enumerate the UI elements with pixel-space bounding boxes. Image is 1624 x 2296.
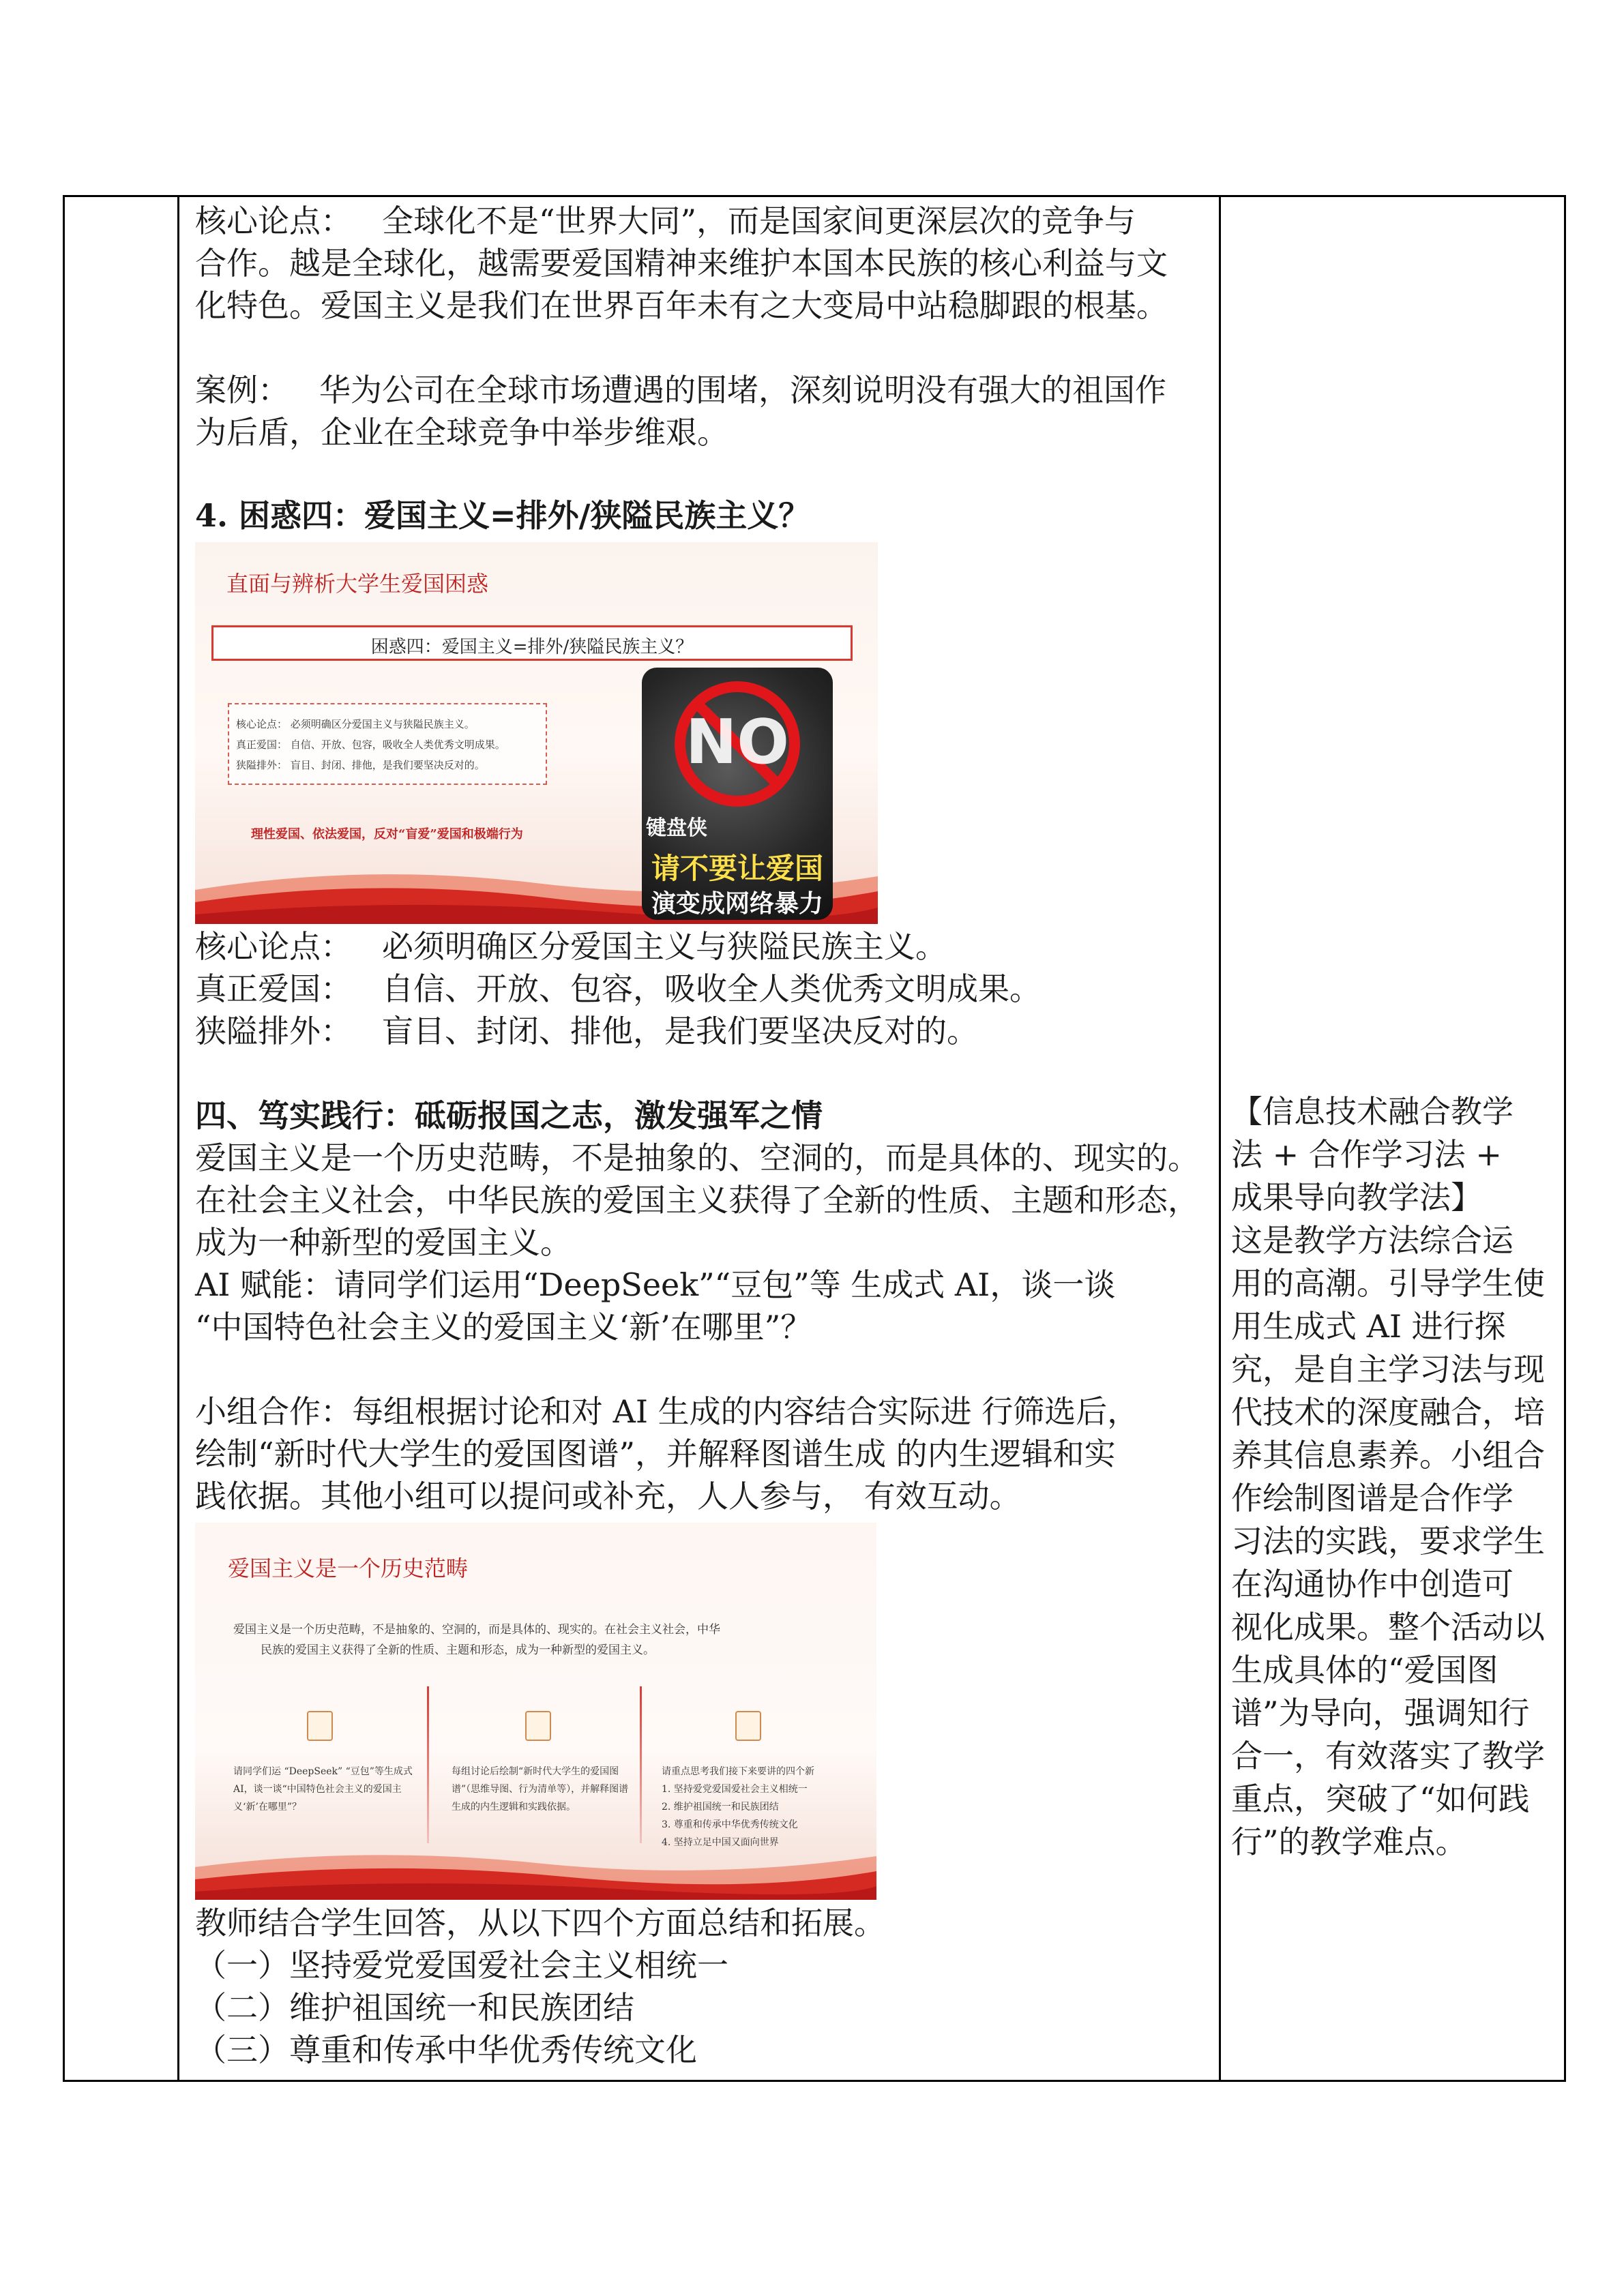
section-four-line2: 在社会主义社会，中华民族的爱国主义获得了全新的性质、主题和形态， bbox=[195, 1182, 1199, 1219]
method-line: 代技术的深度融合，培 bbox=[1231, 1394, 1545, 1431]
svg-text:NO: NO bbox=[685, 706, 789, 778]
method-line: 养其信息素养。小组合 bbox=[1231, 1437, 1545, 1474]
teaching-method-note bbox=[1231, 1090, 1545, 1864]
section-four-line1: 爱国主义是一个历史范畴，不是抽象的、空洞的，而是具体的、现实的。 bbox=[195, 1139, 1199, 1176]
slide-point-2: 真正爱国： 自信、开放、包容，吸收全人类优秀文明成果。 bbox=[236, 739, 505, 751]
lesson-table bbox=[63, 195, 1566, 2082]
no-sign-icon bbox=[642, 668, 833, 824]
slide-point-3: 狭隘排外： 盲目、封闭、排他，是我们要坚决反对的。 bbox=[236, 759, 485, 771]
slide-question-box bbox=[211, 625, 853, 661]
group-task-line2: 绘制“新时代大学生的爱国图谱”，并解释图谱生成 的内生逻辑和实 bbox=[195, 1435, 1116, 1472]
four-new-item-2: 2. 维护祖国统一和民族团结 bbox=[662, 1802, 779, 1813]
section-four-heading: 四、笃实践行：砥砺报国之志，激发强军之情 bbox=[195, 1097, 823, 1134]
method-line: 合一，有效落实了教学 bbox=[1231, 1738, 1545, 1774]
slide2-intro bbox=[233, 1620, 840, 1660]
poster-title: 请不要让爱国 bbox=[651, 852, 823, 885]
four-new-title: 请重点思考我们接下来要讲的四个新 bbox=[662, 1766, 814, 1777]
section-four-line3: 成为一种新型的爱国主义。 bbox=[195, 1224, 572, 1261]
method-line: 生成具体的“爱国图 bbox=[1231, 1652, 1498, 1688]
group-task-line1: 小组合作：每组根据讨论和对 AI 生成的内容结合实际进 行筛选后， bbox=[195, 1393, 1139, 1430]
case-line2: 为后盾，企业在全球竞争中举步维艰。 bbox=[195, 414, 728, 451]
core-argument-line3: 化特色。爱国主义是我们在世界百年未有之大变局中站稳脚跟的根基。 bbox=[195, 287, 1168, 324]
summary-line: 教师结合学生回答，从以下四个方面总结和拓展。 bbox=[195, 1905, 885, 1941]
method-line: 行”的教学难点。 bbox=[1231, 1823, 1467, 1860]
slide2-card-group-text: 每组讨论后绘制“新时代大学生的爱国图谱”（思维导图、行为清单等），并解释图谱生成的内生逻辑和实践依据。 bbox=[452, 1766, 629, 1813]
point-narrow-exclusion: 狭隘排外： 盲目、封闭、排他，是我们要坚决反对的。 bbox=[195, 1013, 978, 1049]
slide-point-1: 核心论点： 必须明确区分爱国主义与狭隘民族主义。 bbox=[236, 718, 475, 730]
slide2-divider-1 bbox=[427, 1686, 429, 1843]
method-line: 作绘制图谱是合作学 bbox=[1231, 1480, 1514, 1517]
slide2-intro-line1: 爱国主义是一个历史范畴，不是抽象的、空洞的，而是具体的、现实的。在社会主义社会，中华 bbox=[233, 1623, 720, 1637]
slide-image-historical-category bbox=[195, 1523, 876, 1900]
four-new-item-4: 4. 坚持立足中国又面向世界 bbox=[662, 1837, 779, 1848]
keyboard-warrior-poster bbox=[642, 668, 833, 920]
notebook-icon bbox=[307, 1711, 333, 1741]
method-line: 成果导向教学法】 bbox=[1231, 1179, 1482, 1216]
slide-image-confusion-four bbox=[195, 542, 878, 924]
slide-points-box bbox=[228, 703, 547, 785]
point-core: 核心论点： 必须明确区分爱国主义与狭隘民族主义。 bbox=[195, 928, 947, 965]
method-line: 视化成果。整个活动以 bbox=[1231, 1609, 1545, 1645]
slide2-card-ai-text: 请同学们运 “DeepSeek” “豆包”等生成式 AI，谈一谈“中国特色社会主义的爱国主义‘新’在哪里”？ bbox=[233, 1766, 413, 1813]
method-line: 【信息技术融合教学 bbox=[1231, 1093, 1514, 1130]
core-argument-line2: 合作。越是全球化，越需要爱国精神来维护本国本民族的核心利益与文 bbox=[195, 245, 1168, 282]
method-line: 习法的实践，要求学生 bbox=[1231, 1523, 1545, 1560]
method-line: 究，是自主学习法与现 bbox=[1231, 1351, 1545, 1388]
summary-item-2: （二）维护祖国统一和民族团结 bbox=[195, 1989, 634, 2026]
case-line1: 案例： 华为公司在全球市场遭遇的围堵，深刻说明没有强大的祖国作 bbox=[195, 372, 1166, 408]
slide2-red-waves bbox=[195, 1832, 876, 1900]
slide2-divider-2 bbox=[640, 1686, 642, 1843]
confusion-four-heading: 4. 困惑四：爱国主义=排外/狭隘民族主义？ bbox=[195, 497, 810, 534]
method-line: 这是教学方法综合运 bbox=[1231, 1222, 1514, 1259]
ai-task-line2: “中国特色社会主义的爱国主义‘新’在哪里”？ bbox=[195, 1309, 812, 1345]
slide-bottom-slogan: 理性爱国、依法爱国，反对“盲爱”爱国和极端行为 bbox=[251, 827, 523, 841]
method-line: 重点，突破了“如何践 bbox=[1231, 1780, 1530, 1817]
slide-header: 直面与辨析大学生爱国困惑 bbox=[226, 571, 489, 597]
column-divider-2 bbox=[1219, 197, 1221, 2080]
method-line: 用的高潮。引导学生使 bbox=[1231, 1265, 1545, 1302]
core-argument-line1: 核心论点： 全球化不是“世界大同”，而是国家间更深层次的竞争与 bbox=[195, 203, 1136, 239]
document-icon bbox=[525, 1711, 551, 1741]
poster-subtitle: 演变成网络暴力 bbox=[651, 890, 823, 918]
point-true-patriotism: 真正爱国： 自信、开放、包容，吸收全人类优秀文明成果。 bbox=[195, 970, 1041, 1007]
slide2-intro-line2: 民族的爱国主义获得了全新的性质、主题和形态，成为一种新型的爱国主义。 bbox=[261, 1643, 655, 1657]
method-line: 法 + 合作学习法 + bbox=[1231, 1136, 1502, 1173]
group-task-line3: 践依据。其他小组可以提问或补充，人人参与， 有效互动。 bbox=[195, 1478, 1021, 1515]
method-line: 在沟通协作中创造可 bbox=[1231, 1566, 1514, 1602]
four-new-item-3: 3. 尊重和传承中华优秀传统文化 bbox=[662, 1819, 798, 1830]
summary-item-1: （一）坚持爱党爱国爱社会主义相统一 bbox=[195, 1947, 728, 1984]
poster-small-text: 键盘侠 bbox=[646, 816, 707, 840]
column-divider-1 bbox=[177, 197, 179, 2080]
slide2-header: 爱国主义是一个历史范畴 bbox=[228, 1555, 469, 1581]
method-line: 谱”为导向，强调知行 bbox=[1231, 1695, 1530, 1731]
summary-item-3: （三）尊重和传承中华优秀传统文化 bbox=[195, 2031, 697, 2068]
ai-task-line1: AI 赋能：请同学们运用“DeepSeek”“豆包”等 生成式 AI，谈一谈 bbox=[195, 1266, 1116, 1303]
four-new-item-1: 1. 坚持爱党爱国爱社会主义相统一 bbox=[662, 1784, 808, 1795]
checklist-icon bbox=[735, 1711, 761, 1741]
slide-question: 困惑四：爱国主义=排外/狭隘民族主义？ bbox=[370, 637, 694, 657]
method-line: 用生成式 AI 进行探 bbox=[1231, 1308, 1506, 1345]
